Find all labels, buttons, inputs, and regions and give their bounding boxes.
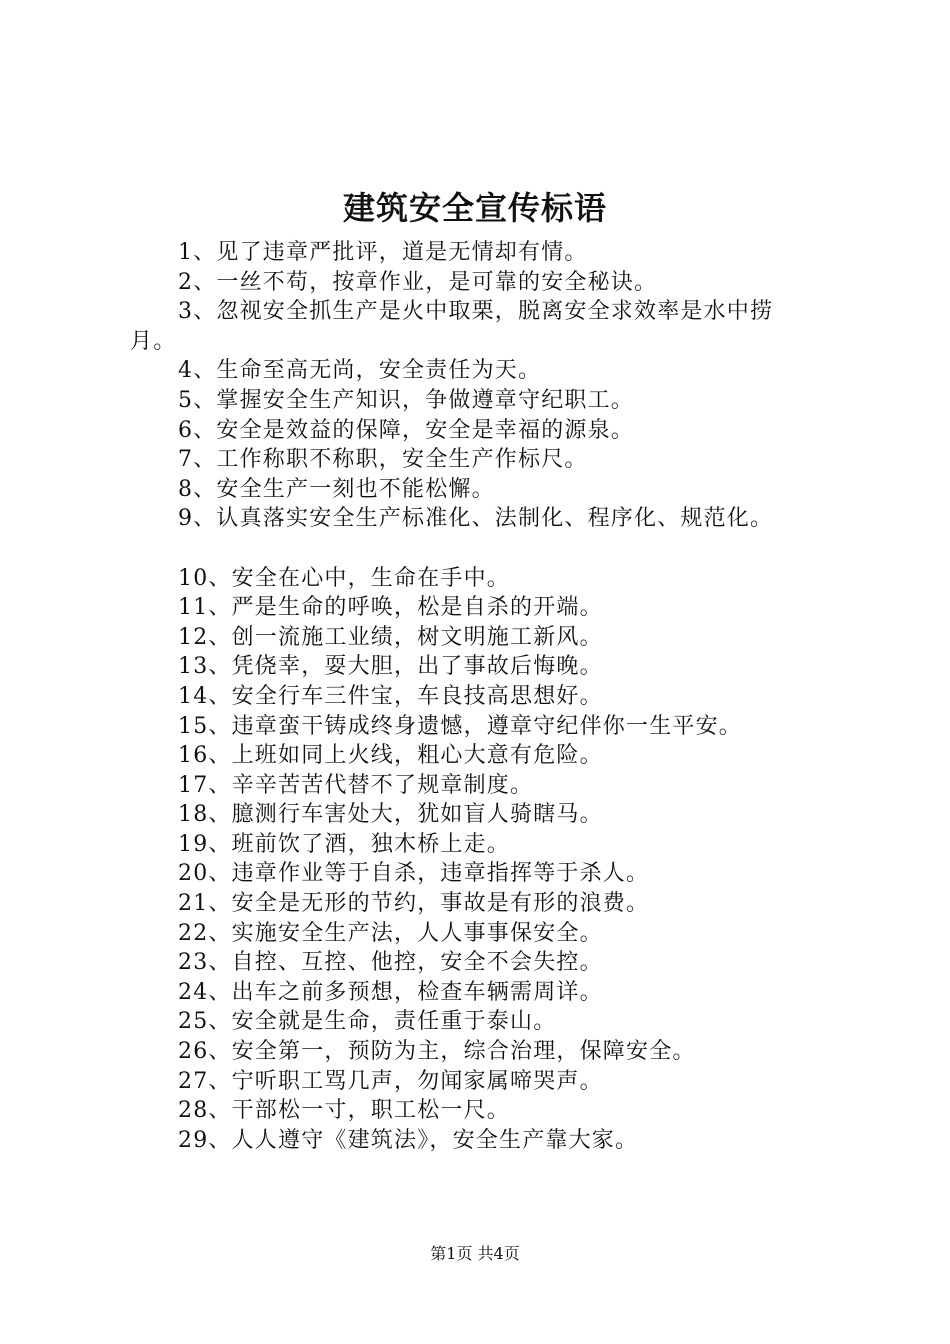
slogan-item: 21、安全是无形的节约，事故是有形的浪费。 [178, 891, 650, 917]
slogan-item: 25、安全就是生命，责任重于泰山。 [178, 1009, 557, 1035]
slogan-item: 17、辛辛苦苦代替不了规章制度。 [178, 772, 534, 798]
slogan-item: 5、掌握安全生产知识，争做遵章守纪职工。 [178, 387, 634, 413]
slogan-item: 1、见了违章严批评，道是无情却有情。 [178, 240, 588, 265]
slogan-item: 12、创一流施工业绩，树文明施工新风。 [178, 624, 603, 650]
slogan-item: 15、违章蛮干铸成终身遗憾，遵章守纪伴你一生平安。 [178, 713, 742, 739]
slogan-item: 4、生命至高无尚，安全责任为天。 [178, 358, 542, 384]
slogan-item: 29、人人遵守《建筑法》，安全生产靠大家。 [178, 1127, 639, 1153]
slogan-item: 23、自控、互控、他控，安全不会失控。 [178, 950, 603, 976]
slogan-item: 19、班前饮了酒，独木桥上走。 [178, 831, 510, 857]
slogan-item: 3、忽视安全抓生产是火中取栗，脱离安全求效率是水中捞 [178, 299, 774, 325]
slogan-item: 18、臆测行车害处大，犹如盲人骑瞎马。 [178, 802, 603, 828]
document-title: 建筑安全宣传标语 [342, 189, 607, 227]
slogan-item: 27、宁听职工骂几声，勿闻家属啼哭声。 [178, 1068, 603, 1094]
slogan-item: 11、严是生命的呼唤，松是自杀的开端。 [178, 595, 603, 621]
slogan-item: 2、一丝不苟，按章作业，是可靠的安全秘诀。 [178, 269, 658, 295]
slogan-item: 26、安全第一，预防为主，综合治理，保障安全。 [178, 1039, 696, 1065]
slogan-item: 28、干部松一寸，职工松一尺。 [178, 1098, 510, 1124]
blank-line [130, 534, 830, 564]
page-footer: 第1页 共4页 [430, 1244, 520, 1263]
slogan-item: 16、上班如同上火线，粗心大意有危险。 [178, 743, 603, 769]
slogan-item: 8、安全生产一刻也不能松懈。 [178, 476, 495, 502]
slogan-item: 20、违章作业等于自杀，违章指挥等于杀人。 [178, 861, 650, 887]
slogan-item: 10、安全在心中，生命在手中。 [178, 565, 510, 591]
slogan-item: 24、出车之前多预想，检查车辆需周详。 [178, 979, 603, 1005]
slogan-item: 13、凭侥幸，耍大胆，出了事故后悔晚。 [178, 654, 603, 680]
slogan-item-continuation: 月。 [130, 328, 177, 354]
slogan-item: 6、安全是效益的保障，安全是幸福的源泉。 [178, 417, 634, 443]
slogan-item: 14、安全行车三件宝，车良技高思想好。 [178, 683, 603, 709]
slogan-item: 7、工作称职不称职，安全生产作标尺。 [178, 447, 588, 473]
slogan-item: 22、实施安全生产法，人人事事保安全。 [178, 920, 603, 946]
slogan-list [130, 238, 830, 1155]
slogan-item: 9、认真落实安全生产标准化、法制化、程序化、规范化。 [178, 506, 774, 532]
